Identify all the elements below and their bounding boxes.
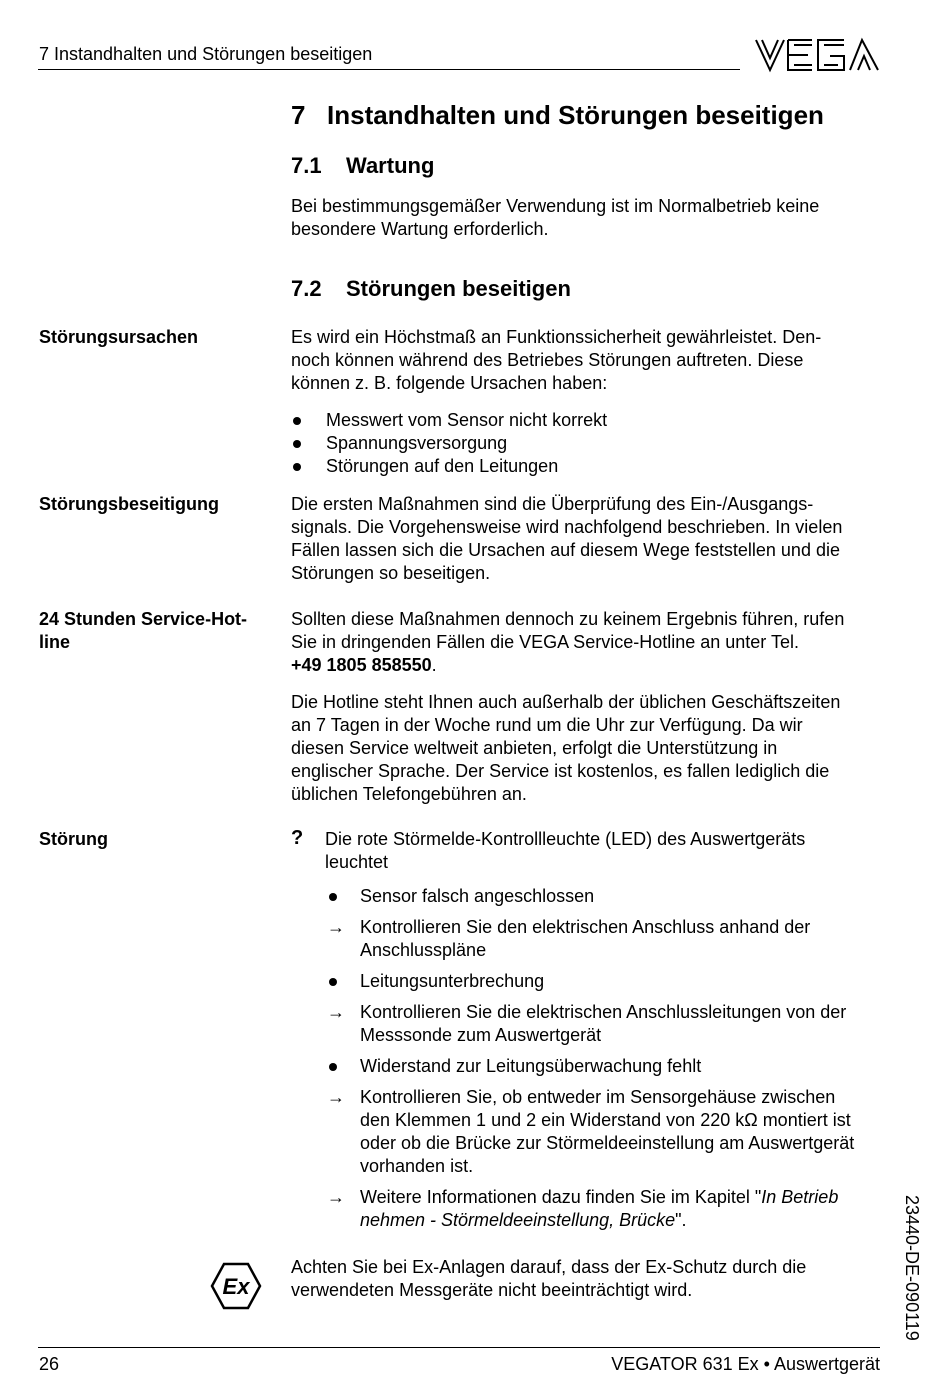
side-label-troubleshooting: Störungsbeseitigung [39,494,219,514]
text-line: Sie in dringenden Fällen die VEGA Service-Hotline an unter Tel. [291,632,799,652]
section-title: Wartung [346,153,435,178]
chapter-title-text: Instandhalten und Störungen beseitigen [327,100,824,130]
section-7-1-body: Bei bestimmungsgemäßer Verwendung ist im Normalbetrieb keine besondere Wartung erforderlich. [291,196,820,239]
ex-note-paragraph [291,1256,883,1302]
text-line: an 7 Tagen in der Woche rund um die Uhr zur Verfügung. Da wir [291,715,803,735]
label-line: 24 Stunden Service-Hot- [39,609,248,629]
arrow-right-icon: → [327,1187,345,1207]
list-item [291,432,883,455]
arrow-right-icon: → [327,1087,345,1107]
text-line: Sollten diese Maßnahmen dennoch zu keinem Ergebnis führen, rufen [291,609,845,629]
page-number: 26 [39,1354,60,1374]
ex-icon [210,1261,262,1311]
ex-icon-text: Ex [222,1274,250,1299]
bullet-icon [293,463,301,471]
chapter-reference: nehmen - Störmeldeeinstellung, Brücke [360,1210,676,1230]
action-item: → Kontrollieren Sie die elektrischen Anschlussleitungen von der Messsonde zum Auswertgerät [327,1002,847,1045]
hotline-paragraph [291,608,883,677]
text-line: können z. B. folgende Ursachen haben: [291,373,608,393]
text-line: Die ersten Maßnahmen sind die Überprüfung des Ein-/Ausgangs- [291,494,814,514]
list-item-text: Spannungsversorgung [326,433,508,453]
action-item: → Weitere Informationen dazu finden Sie im Kapitel "In Betrieb nehmen - Störmeldeeinstellung, Brücke". [327,1187,839,1230]
text-line: englischer Sprache. Der Service ist kostenlos, es fallen lediglich die [291,761,830,781]
list-item [291,409,883,432]
list-item-text: Störungen auf den Leitungen [326,456,559,476]
text-line: Achten Sie bei Ex-Anlagen darauf, dass der Ex-Schutz durch die [291,1257,807,1277]
chapter-reference: In Betrieb [761,1187,839,1207]
footer-rule [38,1347,880,1348]
causes-list [291,409,883,478]
bullet-icon [329,978,337,986]
chapter-title [291,100,824,131]
text-line: Es wird ein Höchstmaß an Funktionssicherheit gewährleistet. Den- [291,327,822,347]
section-7-1-heading [291,153,434,179]
side-label-fault: Störung [39,829,108,849]
list-item-text: Messwert vom Sensor nicht korrekt [326,410,608,430]
section-7-2-heading [291,276,571,302]
text-line: Fällen lassen sich die Ursachen auf diesem Wege feststellen und die [291,540,840,560]
text-line: Die rote Störmelde-Kontrollleuchte (LED) des Auswertgeräts [325,829,806,849]
bullet-icon [293,440,301,448]
document-number: 23440-DE-090119 [902,1195,922,1341]
cause-item: Leitungsunterbrechung [325,970,883,993]
hotline-availability-paragraph [291,691,883,806]
text-line: diesen Service weltweit anbieten, erfolgt die Unterstützung in [291,738,778,758]
causes-paragraph [291,326,883,395]
fault-checklist [325,885,883,1240]
hotline-phone: +49 1805 858550 [291,655,432,675]
text-line: Die Hotline steht Ihnen auch außerhalb der üblichen Geschäftszeiten [291,692,841,712]
text-line: üblichen Telefongebühren an. [291,784,527,804]
chapter-number: 7 [291,100,306,130]
text-line: +49 1805 858550. [291,655,437,675]
arrow-right-icon: → [327,917,345,937]
text-line: signals. Die Vorgehensweise wird nachfolgend beschrieben. In vielen [291,517,843,537]
header-rule [38,69,740,70]
running-header: 7 Instandhalten und Störungen beseitigen [39,44,373,64]
footer-product: VEGATOR 631 Ex • Auswertgerät [611,1354,880,1374]
list-item [291,455,883,478]
text-line: noch können während des Betriebes Störungen auftreten. Diese [291,350,804,370]
side-label-hotline [39,608,274,654]
bullet-icon [329,1063,337,1071]
arrow-right-icon: → [327,1002,345,1022]
section-number: 7.2 [291,276,322,301]
fault-question [325,828,883,874]
bullet-icon [293,417,301,425]
vega-logo [754,36,880,74]
side-label-causes: Störungsursachen [39,327,199,347]
text-line: leuchtet [325,852,389,872]
text-line: Störungen so beseitigen. [291,563,491,583]
cause-item: Widerstand zur Leitungsüberwachung fehlt [325,1055,883,1078]
text-line: verwendeten Messgeräte nicht beeinträchtigt wird. [291,1280,693,1300]
action-item: → Kontrollieren Sie, ob entweder im Sensorgehäuse zwischen den Klemmen 1 und 2 ein Widerstand von 220 kΩ montiert ist oder ob die Brücke zur Störmeldeeinstellung am Auswertgerät vorhanden ist. [327,1087,855,1176]
question-icon: ? [291,827,304,849]
section-number: 7.1 [291,153,322,178]
cause-item: Sensor falsch angeschlossen [325,885,883,908]
bullet-icon [329,893,337,901]
label-line: line [39,632,71,652]
action-item: → Kontrollieren Sie den elektrischen Anschluss anhand der Anschlusspläne [327,917,811,960]
section-title: Störungen beseitigen [346,276,571,301]
troubleshooting-paragraph [291,493,883,585]
